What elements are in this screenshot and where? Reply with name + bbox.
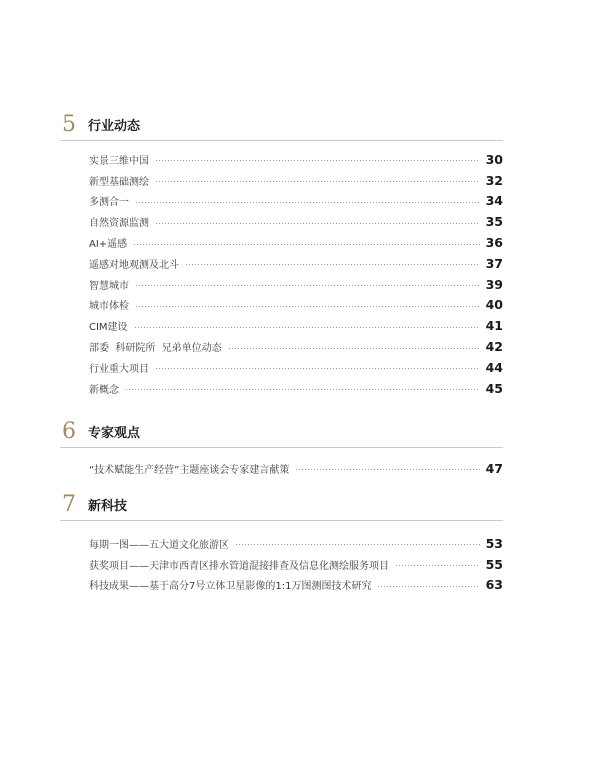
dot-leader — [295, 469, 479, 470]
toc-section-6 — [60, 421, 503, 479]
dot-leader — [133, 244, 479, 245]
section-number: 6 — [62, 419, 76, 444]
toc-section-5 — [60, 114, 503, 399]
toc-entry-title: 获奖项目——天津市西青区排水管道混接排查及信息化测绘服务项目 — [89, 560, 389, 572]
section-title: 行业动态 — [88, 119, 141, 134]
dot-leader — [155, 160, 480, 161]
toc-entry-title: 新型基础测绘 — [89, 176, 149, 188]
dot-leader — [185, 264, 480, 265]
section-number: 5 — [62, 112, 76, 137]
toc-entry-title: 新概念 — [89, 384, 119, 396]
toc-entry-page: 41 — [485, 318, 503, 334]
toc-entry-page: 63 — [485, 577, 503, 593]
toc-entry-title: 每期一图——五大道文化旅游区 — [89, 539, 229, 551]
dot-leader — [135, 285, 480, 286]
toc-entry-title: AI+遥感 — [89, 239, 128, 251]
section-header — [60, 494, 503, 516]
toc-entry-title: 智慧城市 — [89, 280, 129, 292]
dot-leader — [125, 389, 480, 390]
toc-entry[interactable] — [89, 170, 503, 191]
dot-leader — [377, 586, 479, 587]
toc-entry-page: 30 — [485, 151, 503, 167]
toc-entry-page: 35 — [485, 214, 503, 230]
dot-leader — [134, 327, 480, 328]
toc-entry-list — [89, 149, 503, 399]
toc-entry-page: 44 — [485, 359, 503, 375]
toc-entry-page: 37 — [485, 255, 503, 271]
toc-entry-list — [89, 533, 503, 595]
dot-leader — [395, 565, 480, 566]
toc-entry-list — [89, 458, 503, 479]
toc-entry[interactable] — [89, 149, 503, 170]
section-divider — [60, 140, 503, 141]
toc-entry-page: 40 — [485, 297, 503, 313]
toc-entry-page: 34 — [485, 193, 503, 209]
toc-entry-page: 45 — [485, 380, 503, 396]
dot-leader — [228, 348, 480, 349]
toc-entry[interactable] — [89, 357, 503, 378]
toc-entry-title: 多测合一 — [89, 197, 129, 209]
dot-leader — [155, 368, 480, 369]
section-title: 专家观点 — [88, 426, 141, 441]
section-divider — [60, 447, 503, 448]
toc-entry[interactable] — [89, 232, 503, 253]
toc-entry-page: 53 — [485, 535, 503, 551]
toc-entry[interactable] — [89, 274, 503, 295]
toc-entry[interactable] — [89, 253, 503, 274]
toc-entry-title: CIM建设 — [89, 322, 128, 334]
toc-entry-title: 部委 科研院所 兄弟单位动态 — [89, 343, 222, 355]
toc-entry[interactable] — [89, 378, 503, 399]
toc-entry[interactable] — [89, 575, 503, 596]
section-header — [60, 114, 503, 136]
toc-entry[interactable] — [89, 554, 503, 575]
toc-entry-title: “技术赋能生产经营”主题座谈会专家建言献策 — [89, 464, 290, 476]
dot-leader — [155, 181, 480, 182]
dot-leader — [235, 544, 480, 545]
dot-leader — [135, 306, 480, 307]
toc-entry-page: 39 — [485, 276, 503, 292]
section-divider — [60, 520, 503, 521]
toc-entry-page: 47 — [485, 460, 503, 476]
toc-entry-page: 36 — [485, 235, 503, 251]
section-number: 7 — [62, 492, 76, 517]
section-title: 新科技 — [88, 499, 128, 514]
toc-entry-title: 科技成果——基于高分7号立体卫星影像的1:1万图测图技术研究 — [89, 581, 372, 593]
toc-entry-title: 行业重大项目 — [89, 363, 149, 375]
toc-entry-title: 自然资源监测 — [89, 218, 149, 230]
toc-section-7 — [60, 494, 503, 595]
toc-entry-page: 42 — [485, 339, 503, 355]
toc-entry[interactable] — [89, 533, 503, 554]
toc-entry-title: 城市体检 — [89, 301, 129, 313]
toc-entry[interactable] — [89, 336, 503, 357]
toc-entry-title: 遥感对地观测及北斗 — [89, 259, 179, 271]
toc-entry[interactable] — [89, 458, 503, 479]
toc-entry[interactable] — [89, 191, 503, 212]
toc-entry-page: 55 — [485, 556, 503, 572]
toc-entry[interactable] — [89, 211, 503, 232]
dot-leader — [135, 202, 480, 203]
dot-leader — [155, 223, 480, 224]
toc-entry-title: 实景三维中国 — [89, 155, 149, 167]
toc-entry[interactable] — [89, 315, 503, 336]
toc-entry-page: 32 — [485, 172, 503, 188]
toc-entry[interactable] — [89, 295, 503, 316]
section-header — [60, 421, 503, 443]
